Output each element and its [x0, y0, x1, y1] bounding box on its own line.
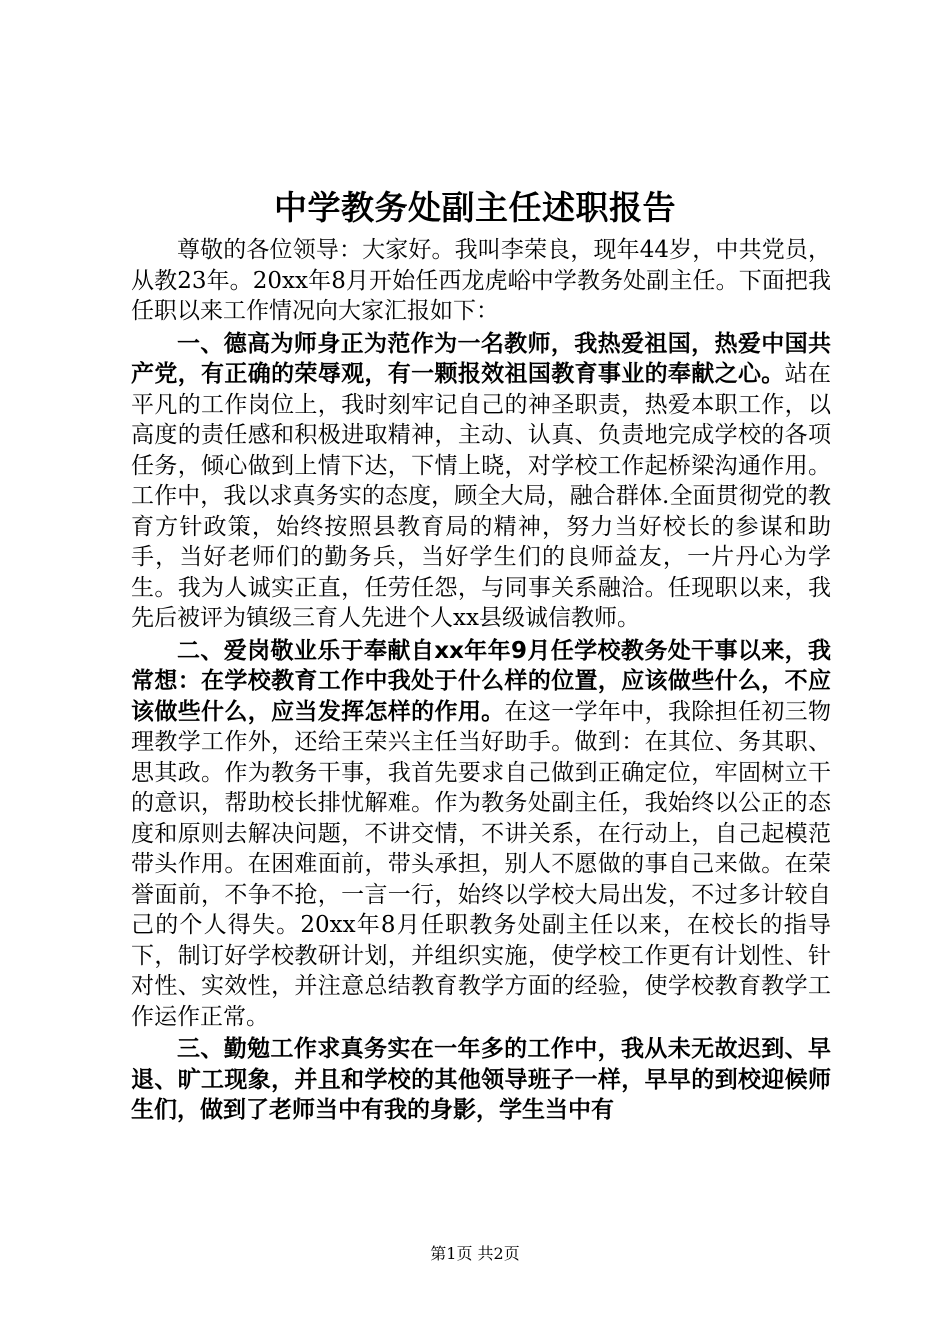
section-heading: 二、爱岗敬业乐于奉献自xx年年9月任学校教务处干事以来，我常想：在学校教育工作中我处于什么样的位置，应该做些什么，不应该做些什么，应当发挥怎样的作用。 [131, 637, 831, 725]
paragraph-greeting [131, 235, 831, 327]
document-title: 中学教务处副主任述职报告 [274, 188, 676, 227]
paragraph-section-3 [131, 1034, 831, 1126]
paragraph-section-1 [131, 329, 831, 634]
document-body [131, 235, 831, 1126]
paragraph-text: 尊敬的各位领导：大家好。我叫李荣良，现年44岁，中共党员，从教23年。20xx年8月开始任西龙虎峪中学教务处副主任。下面把我任职以来工作情况向大家汇报如下： [131, 237, 831, 324]
section-heading: 一、德高为师身正为范作为一名教师，我热爱祖国，热爱中国共产党，有正确的荣辱观，有一颗报效祖国教育事业的奉献之心。 [131, 330, 831, 387]
section-heading: 三、勤勉工作求真务实在一年多的工作中，我从未无故迟到、早退、旷工现象，并且和学校的其他领导班子一样，早早的到校迎候师生们，做到了老师当中有我的身影，学生当中有 [131, 1036, 831, 1123]
page-footer: 第1页 共2页 [430, 1244, 520, 1263]
paragraph-section-2 [131, 636, 831, 1033]
paragraph-text: 站在平凡的工作岗位上，我时刻牢记自己的神圣职责，热爱本职工作，以高度的责任感和积极进取精神，主动、认真、负责地完成学校的各项任务，倾心做到上情下达，下情上晓，对学校工作起桥梁沟通作用。工作中，我以求真务实的态度，顾全大局，融合群体.全面贯彻党的教育方针政策，始终按照县教育局的精神，努力当好校长的参谋和助手，当好老师们的勤务兵，当好学生们的良师益友，一片丹心为学生。我为人诚实正直，任劳任怨，与同事关系融洽。任现职以来，我先后被评为镇级三育人先进个人xx县级诚信教师。 [131, 361, 832, 631]
paragraph-text: 在这一学年中，我除担任初三物理教学工作外，还给王荣兴主任当好助手。做到：在其位、务其职、思其政。作为教务干事，我首先要求自己做到正确定位，牢固树立干的意识，帮助校长排忧解难。作为教务处副主任，我始终以公正的态度和原则去解决问题，不讲交情，不讲关系，在行动上，自己起模范带头作用。在困难面前，带头承担，别人不愿做的事自己来做。在荣誉面前，不争不抢，一言一行，始终以学校大局出发，不过多计较自己的个人得失。20xx年8月任职教务处副主任以来，在校长的指导下，制订好学校教研计划，并组织实施，使学校工作更有计划性、针对性、实效性，并注意总结教育教学方面的经验，使学校教育教学工作运作正常。 [131, 698, 832, 1030]
